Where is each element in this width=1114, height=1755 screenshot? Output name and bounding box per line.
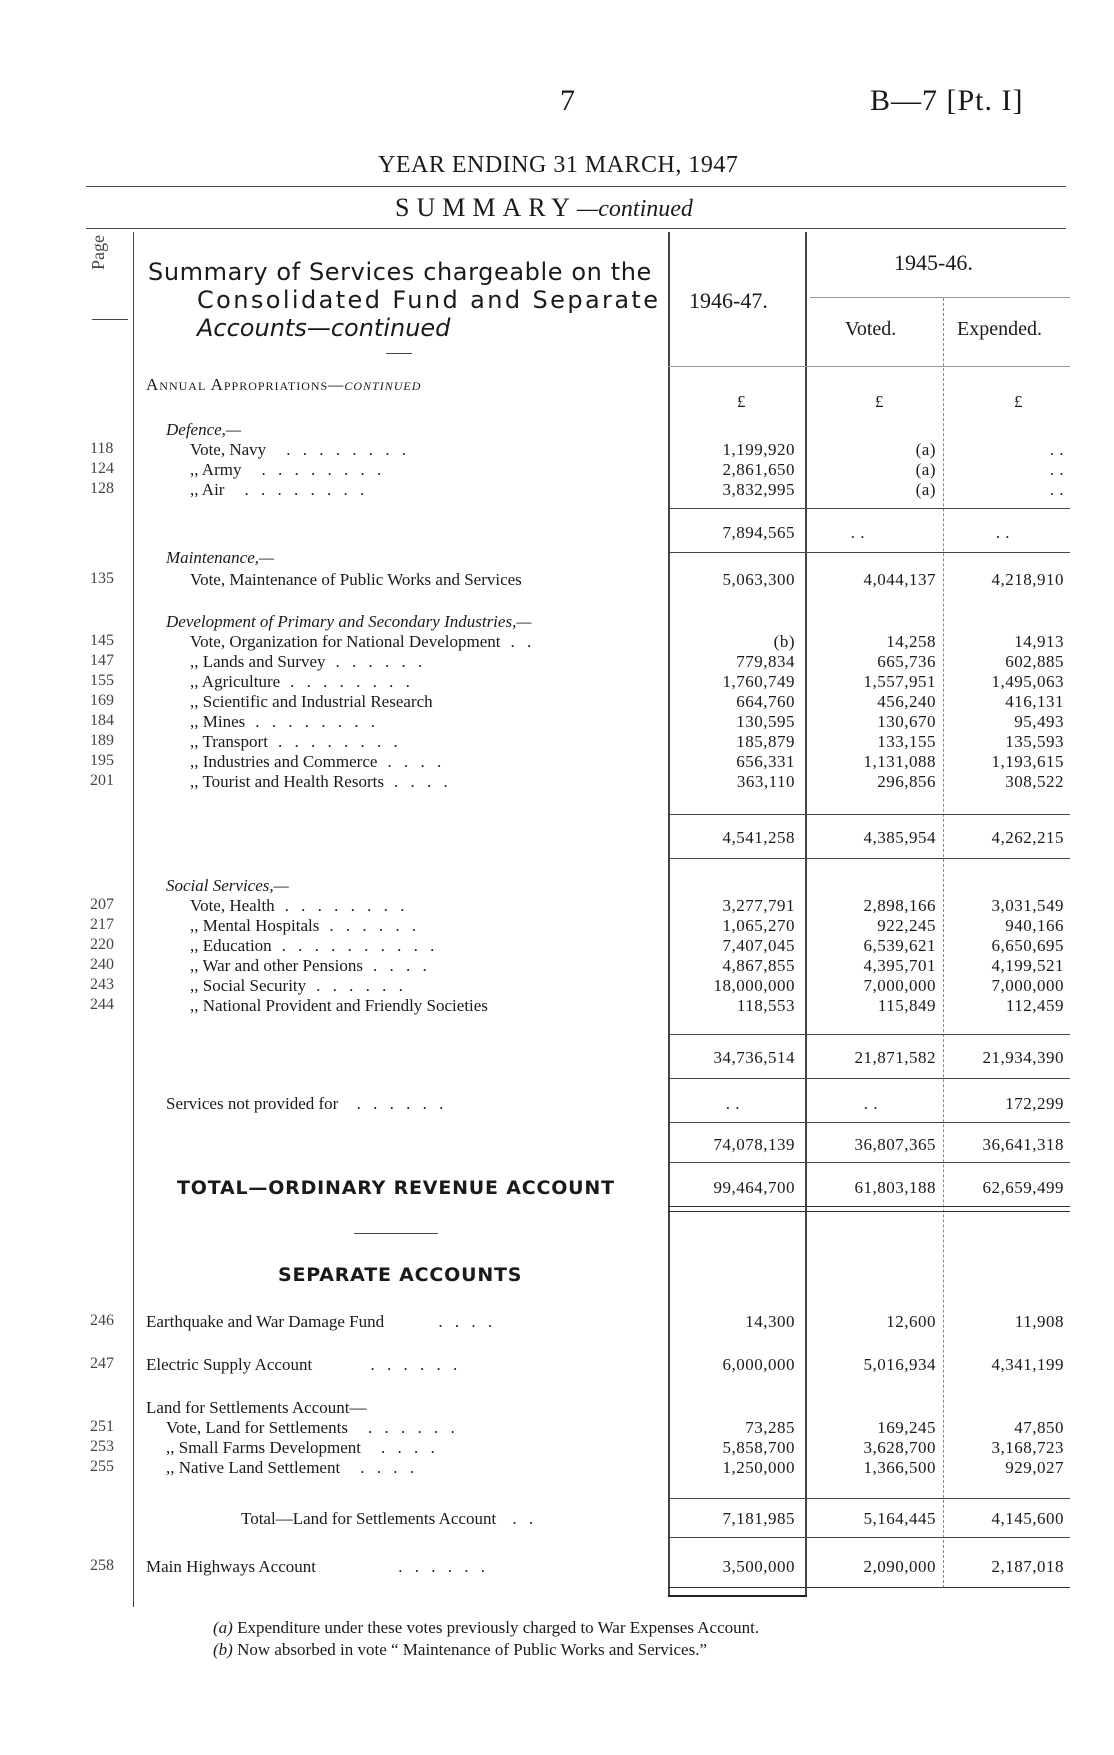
row-label-text: Vote, Navy xyxy=(190,440,267,459)
development-total-voted: 4,385,954 xyxy=(863,828,936,847)
row-dot-leader: . . . . . . . . xyxy=(255,712,379,731)
row-dot-leader: . . . . xyxy=(387,752,446,771)
row-dot-leader: . . . . . . . . xyxy=(284,896,409,915)
row-label-text: ,, Native Land Settlement xyxy=(166,1458,341,1477)
col-1945-rule xyxy=(810,297,1070,298)
footnote-a-text: Expenditure under these votes previously charged to War Expenses Account. xyxy=(237,1618,760,1637)
row-label xyxy=(190,752,445,772)
row-page: 147 xyxy=(90,652,114,669)
row-label-text: ,, Social Security xyxy=(190,976,307,995)
row-dot-leader: . . . . . . xyxy=(367,1418,459,1437)
table-description-line3 xyxy=(197,314,450,342)
not-provided-voted: . . xyxy=(863,1094,878,1113)
row-label-text: ,, Industries and Commerce xyxy=(190,752,378,771)
not-provided-text: Services not provided for xyxy=(166,1094,339,1113)
development-total-bottom-rule xyxy=(668,858,1070,859)
earthquake-label xyxy=(146,1312,496,1332)
row-page: 124 xyxy=(90,460,114,477)
annual-appropriations-heading xyxy=(146,375,421,395)
development-heading: Development of Primary and Secondary Industries,— xyxy=(166,612,532,631)
row-voted-value: 2,898,166 xyxy=(863,896,936,915)
social-heading: Social Services,— xyxy=(166,876,289,895)
row-1946-value: (b) xyxy=(773,632,795,651)
row-1946-value: 656,331 xyxy=(736,752,795,771)
social-total-bottom-rule xyxy=(668,1078,1070,1079)
header-rule xyxy=(86,186,1066,187)
land-total-text: Total—Land for Settlements Account xyxy=(241,1509,497,1528)
row-label xyxy=(190,772,452,792)
electric-1946: 6,000,000 xyxy=(722,1355,795,1374)
row-label-text: Vote, Organization for National Development xyxy=(190,632,501,651)
row-expended-value: 940,166 xyxy=(1005,916,1064,935)
annual-continued: —continued xyxy=(328,375,422,394)
currency-voted: £ xyxy=(875,392,884,411)
summary-word: SUMMARY xyxy=(395,193,577,222)
footnote-b-text: Now absorbed in vote “ Maintenance of Public Works and Services.” xyxy=(237,1640,708,1659)
row-label xyxy=(190,996,498,1016)
final-rule-1 xyxy=(668,1587,1070,1588)
electric-text: Electric Supply Account xyxy=(146,1355,313,1374)
row-label-text: ,, Education xyxy=(190,936,272,955)
row-dot-leader: . . . . xyxy=(393,772,452,791)
row-dot-leader: . . . . xyxy=(373,956,431,975)
earthquake-leader: . . . . xyxy=(438,1312,497,1331)
page-number: 7 xyxy=(560,84,575,117)
head-short-rule xyxy=(386,353,412,354)
earthquake-page: 246 xyxy=(90,1312,114,1329)
maintenance-label: Vote, Maintenance of Public Works and Services xyxy=(190,570,522,589)
row-expended-value: . . xyxy=(1049,480,1064,499)
maintenance-1946: 5,063,300 xyxy=(722,570,795,589)
row-page: 220 xyxy=(90,936,114,953)
row-label xyxy=(166,1418,459,1438)
row-voted-value: 922,245 xyxy=(877,916,936,935)
table-description-line2: Consolidated Fund and Separate xyxy=(197,286,661,314)
defence-heading: Defence,— xyxy=(166,420,242,439)
separate-short-rule xyxy=(354,1233,438,1234)
row-label-text: ,, Tourist and Health Resorts xyxy=(190,772,384,791)
row-label-text: ,, Mental Hospitals xyxy=(190,916,320,935)
row-expended-value: 14,913 xyxy=(1014,632,1064,651)
row-1946-value: 363,110 xyxy=(736,772,795,791)
table-foot-rule xyxy=(668,1595,807,1597)
separate-accounts-heading: SEPARATE ACCOUNTS xyxy=(278,1264,523,1286)
earthquake-expended: 11,908 xyxy=(1014,1312,1064,1331)
row-label-text: ,, Small Farms Development xyxy=(166,1438,362,1457)
land-total-leader: . . xyxy=(512,1509,538,1528)
row-label-text: ,, Scientific and Industrial Research xyxy=(190,692,433,711)
row-page: 145 xyxy=(90,632,114,649)
development-total-expended: 4,262,215 xyxy=(991,828,1064,847)
row-label xyxy=(190,692,443,712)
electric-label xyxy=(146,1355,461,1375)
row-label xyxy=(190,480,368,500)
maintenance-page: 135 xyxy=(90,570,114,587)
row-voted-value: 1,557,951 xyxy=(863,672,936,691)
row-dot-leader: . . . . . . . . xyxy=(261,460,386,479)
highways-voted: 2,090,000 xyxy=(863,1557,936,1576)
row-expended-value: 112,459 xyxy=(1005,996,1064,1015)
land-total-rule xyxy=(668,1498,1070,1499)
defence-total-voted: . . xyxy=(850,523,865,542)
defence-total-bottom-rule xyxy=(668,552,1070,553)
row-expended-value: 416,131 xyxy=(1005,692,1064,711)
row-1946-value: 2,861,650 xyxy=(722,460,795,479)
row-label-text: ,, Mines xyxy=(190,712,246,731)
highways-label xyxy=(146,1557,489,1577)
row-label-text: ,, Army xyxy=(190,460,242,479)
row-label-text: Vote, Health xyxy=(190,896,275,915)
highways-text: Main Highways Account xyxy=(146,1557,316,1576)
row-label xyxy=(190,672,414,692)
row-expended-value: 3,168,723 xyxy=(991,1438,1064,1457)
row-page: 184 xyxy=(90,712,114,729)
land-total-expended: 4,145,600 xyxy=(991,1509,1064,1528)
row-label xyxy=(190,732,402,752)
row-label xyxy=(190,936,438,956)
row-voted-value: 169,245 xyxy=(877,1418,936,1437)
row-dot-leader: . . . . xyxy=(381,1438,439,1457)
footnote-b xyxy=(213,1640,707,1660)
row-1946-value: 1,199,920 xyxy=(722,440,795,459)
row-expended-value: 1,495,063 xyxy=(991,672,1064,691)
col-1946-header: 1946-47. xyxy=(689,288,768,313)
row-1946-value: 1,065,270 xyxy=(722,916,795,935)
row-dot-leader: . . . . . . . . xyxy=(244,480,369,499)
row-expended-value: 1,193,615 xyxy=(991,752,1064,771)
row-page: 244 xyxy=(90,996,114,1013)
row-page: 128 xyxy=(90,480,114,497)
row-label xyxy=(190,460,385,480)
electric-voted: 5,016,934 xyxy=(863,1355,936,1374)
row-page: 243 xyxy=(90,976,114,993)
row-label xyxy=(190,916,420,936)
footnote-b-mark: (b) xyxy=(213,1640,233,1659)
row-label-text: ,, Agriculture xyxy=(190,672,281,691)
subtotal-rule xyxy=(668,1122,1070,1123)
row-dot-leader: . . . . . . xyxy=(335,652,427,671)
land-total-voted: 5,164,445 xyxy=(863,1509,936,1528)
land-total-1946: 7,181,985 xyxy=(722,1509,795,1528)
page-column-label: Page xyxy=(88,235,108,270)
maintenance-expended: 4,218,910 xyxy=(991,570,1064,589)
row-1946-value: 1,760,749 xyxy=(722,672,795,691)
land-total-label xyxy=(241,1509,537,1529)
defence-total-expended: . . xyxy=(995,523,1010,542)
earthquake-voted: 12,600 xyxy=(886,1312,936,1331)
not-provided-expended: 172,299 xyxy=(1005,1094,1064,1113)
row-voted-value: 456,240 xyxy=(877,692,936,711)
row-voted-value: (a) xyxy=(915,460,936,479)
row-label xyxy=(190,652,426,672)
row-voted-value: 6,539,621 xyxy=(863,936,936,955)
social-total-expended: 21,934,390 xyxy=(982,1048,1064,1067)
row-dot-leader: . . . . . . xyxy=(316,976,407,995)
development-total-rule xyxy=(668,814,1070,815)
row-expended-value: 4,199,521 xyxy=(991,956,1064,975)
footnote-a-mark: (a) xyxy=(213,1618,233,1637)
row-1946-value: 7,407,045 xyxy=(722,936,795,955)
row-expended-value: 7,000,000 xyxy=(991,976,1064,995)
row-label-text: ,, Air xyxy=(190,480,225,499)
row-1946-value: 4,867,855 xyxy=(722,956,795,975)
row-1946-value: 3,277,791 xyxy=(722,896,795,915)
earthquake-1946: 14,300 xyxy=(745,1312,795,1331)
highways-leader: . . . . . . xyxy=(398,1557,489,1576)
row-page: 253 xyxy=(90,1438,114,1455)
row-voted-value: 1,131,088 xyxy=(863,752,936,771)
col-1945-header: 1945-46. xyxy=(894,250,973,275)
row-1946-value: 5,858,700 xyxy=(722,1438,795,1457)
electric-expended: 4,341,199 xyxy=(991,1355,1064,1374)
social-total-1946: 34,736,514 xyxy=(713,1048,795,1067)
row-label xyxy=(190,956,431,976)
summary-title xyxy=(395,193,693,223)
row-expended-value: 47,850 xyxy=(1014,1418,1064,1437)
electric-page: 247 xyxy=(90,1355,114,1372)
row-expended-value: 3,031,549 xyxy=(991,896,1064,915)
col-voted-header: Voted. xyxy=(845,318,897,340)
row-voted-value: 1,366,500 xyxy=(863,1458,936,1477)
summary-rule xyxy=(86,228,1066,229)
defence-total-1946: 7,894,565 xyxy=(722,523,795,542)
not-provided-leader: . . . . . . xyxy=(356,1094,448,1113)
row-voted-value: (a) xyxy=(915,440,936,459)
currency-1946: £ xyxy=(737,392,746,411)
row-dot-leader: . . . . . . xyxy=(329,916,421,935)
table-description-line1: Summary of Services chargeable on the xyxy=(148,258,652,286)
row-1946-value: 73,285 xyxy=(745,1418,795,1437)
subtotal-voted: 36,807,365 xyxy=(854,1135,936,1154)
defence-total-rule xyxy=(668,508,1070,509)
row-1946-value: 118,553 xyxy=(736,996,795,1015)
electric-leader: . . . . . . xyxy=(370,1355,462,1374)
row-page: 189 xyxy=(90,732,114,749)
row-page: 195 xyxy=(90,752,114,769)
row-label xyxy=(190,712,379,732)
row-label xyxy=(166,1458,418,1478)
row-expended-value: 135,593 xyxy=(1005,732,1064,751)
footnote-a xyxy=(213,1618,759,1638)
row-voted-value: (a) xyxy=(915,480,936,499)
land-total-bottom-rule xyxy=(668,1537,1070,1538)
total-ordinary-1946: 99,464,700 xyxy=(713,1178,795,1197)
row-page: 251 xyxy=(90,1418,114,1435)
land-heading: Land for Settlements Account— xyxy=(146,1398,367,1417)
page-column-divider xyxy=(133,232,134,1607)
maintenance-heading: Maintenance,— xyxy=(166,548,275,567)
row-expended-value: 929,027 xyxy=(1005,1458,1064,1477)
row-voted-value: 7,000,000 xyxy=(863,976,936,995)
row-voted-value: 3,628,700 xyxy=(863,1438,936,1457)
total-ordinary-expended: 62,659,499 xyxy=(982,1178,1064,1197)
row-voted-value: 133,155 xyxy=(877,732,936,751)
row-1946-value: 779,834 xyxy=(736,652,795,671)
maintenance-voted: 4,044,137 xyxy=(863,570,936,589)
row-label-text: ,, Transport xyxy=(190,732,268,751)
row-expended-value: . . xyxy=(1049,440,1064,459)
subtotal-bottom-rule xyxy=(668,1162,1070,1163)
social-total-rule xyxy=(668,1034,1070,1035)
row-expended-value: 6,650,695 xyxy=(991,936,1064,955)
row-1946-value: 18,000,000 xyxy=(713,976,795,995)
row-label xyxy=(166,1438,439,1458)
row-label-text: ,, War and other Pensions xyxy=(190,956,364,975)
row-1946-value: 3,832,995 xyxy=(722,480,795,499)
row-dot-leader: . . . . . . . . xyxy=(286,440,410,459)
row-page: 217 xyxy=(90,916,114,933)
row-label-text: ,, Lands and Survey xyxy=(190,652,326,671)
row-1946-value: 1,250,000 xyxy=(722,1458,795,1477)
row-1946-value: 185,879 xyxy=(736,732,795,751)
row-dot-leader: . . . . xyxy=(360,1458,418,1477)
not-provided-1946: . . xyxy=(725,1094,740,1113)
highways-1946: 3,500,000 xyxy=(722,1557,795,1576)
row-expended-value: 602,885 xyxy=(1005,652,1064,671)
header-bottom-rule xyxy=(668,366,1070,367)
row-label-text: ,, National Provident and Friendly Societies xyxy=(190,996,488,1015)
col-1946-right-border xyxy=(805,232,807,1597)
row-voted-value: 115,849 xyxy=(877,996,936,1015)
voted-expended-divider xyxy=(943,298,944,1588)
total-ordinary-rule-2 xyxy=(668,1211,1070,1212)
page-head-rule xyxy=(92,319,128,320)
not-provided-label xyxy=(166,1094,447,1114)
row-dot-leader: . . xyxy=(510,632,536,651)
row-label-text: Vote, Land for Settlements xyxy=(166,1418,348,1437)
row-voted-value: 665,736 xyxy=(877,652,936,671)
row-dot-leader: . . . . . . . . . . xyxy=(281,936,439,955)
total-ordinary-voted: 61,803,188 xyxy=(854,1178,936,1197)
row-dot-leader: . . . . . . . . xyxy=(277,732,402,751)
row-voted-value: 130,670 xyxy=(877,712,936,731)
row-voted-value: 296,856 xyxy=(877,772,936,791)
row-label xyxy=(190,976,407,996)
earthquake-text: Earthquake and War Damage Fund xyxy=(146,1312,385,1331)
subtotal-1946: 74,078,139 xyxy=(713,1135,795,1154)
subtotal-expended: 36,641,318 xyxy=(982,1135,1064,1154)
highways-page: 258 xyxy=(90,1557,114,1574)
col-expended-header: Expended. xyxy=(957,318,1042,340)
row-1946-value: 130,595 xyxy=(736,712,795,731)
highways-expended: 2,187,018 xyxy=(991,1557,1064,1576)
row-voted-value: 4,395,701 xyxy=(863,956,936,975)
social-total-voted: 21,871,582 xyxy=(854,1048,936,1067)
row-label xyxy=(190,896,408,916)
row-page: 118 xyxy=(90,440,114,457)
total-ordinary-rule-1 xyxy=(668,1206,1070,1207)
row-label xyxy=(190,632,535,652)
row-expended-value: 95,493 xyxy=(1014,712,1064,731)
row-page: 201 xyxy=(90,772,114,789)
row-expended-value: . . xyxy=(1049,460,1064,479)
row-page: 155 xyxy=(90,672,114,689)
row-page: 169 xyxy=(90,692,114,709)
row-label xyxy=(190,440,410,460)
currency-expended: £ xyxy=(1014,392,1023,411)
row-page: 207 xyxy=(90,896,114,913)
summary-continued: —continued xyxy=(576,196,693,222)
row-expended-value: 308,522 xyxy=(1005,772,1064,791)
row-page: 240 xyxy=(90,956,114,973)
row-1946-value: 664,760 xyxy=(736,692,795,711)
total-ordinary-label: TOTAL—ORDINARY REVENUE ACCOUNT xyxy=(177,1177,615,1199)
row-voted-value: 14,258 xyxy=(886,632,936,651)
development-total-1946: 4,541,258 xyxy=(722,828,795,847)
annual-title: Annual Appropriations xyxy=(146,375,329,394)
row-page: 255 xyxy=(90,1458,114,1475)
document-reference: B—7 [Pt. I] xyxy=(870,84,1024,117)
accounts-text: Accounts—continued xyxy=(197,314,451,342)
year-title: YEAR ENDING 31 MARCH, 1947 xyxy=(378,152,739,178)
row-dot-leader: . . . . . . . . xyxy=(290,672,414,691)
